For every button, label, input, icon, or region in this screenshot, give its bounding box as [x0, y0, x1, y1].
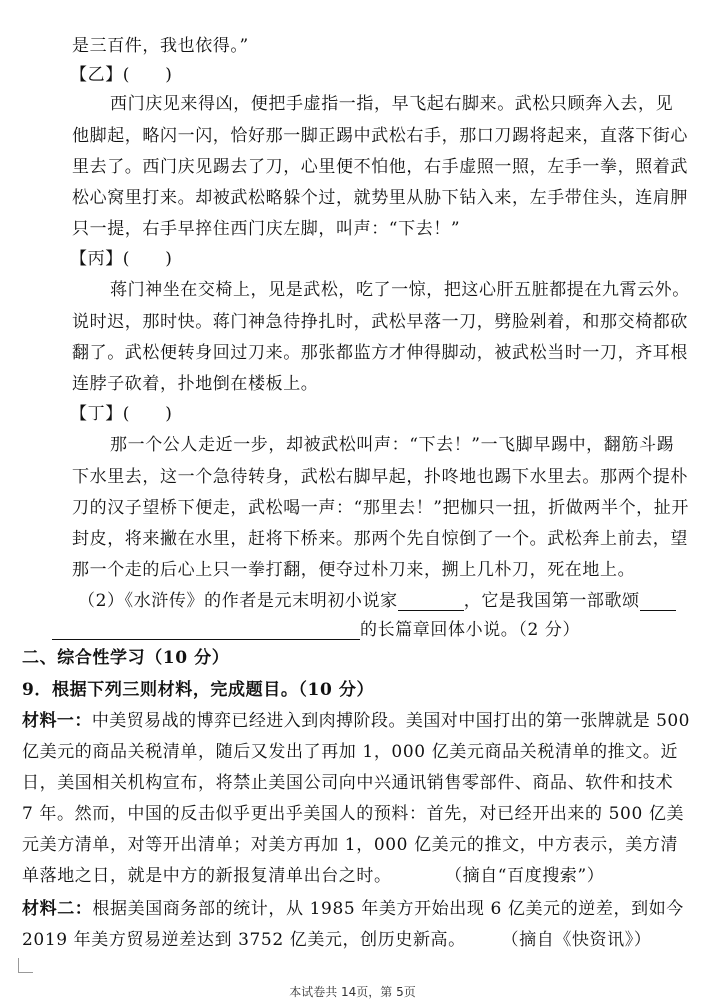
material-1-label: 材料一： [22, 711, 92, 731]
page-corner-mark [18, 958, 33, 973]
text-line: 是三百件，我也依得。” [72, 36, 249, 56]
material-2-line: 2019 年美方贸易逆差达到 3752 亿美元，创历史新高。 （摘自《快资讯》） [22, 930, 652, 950]
material-1-line: 单落地之日，就是中方的新报复清单出台之时。 （摘自“百度搜索”） [22, 866, 605, 886]
page-footer: 本试卷共 14页，第 5页 [289, 985, 416, 999]
material-1-line: 日，美国相关机构宣布，将禁止美国公司向中兴通讯销售零部件、商品、软件和技术 [22, 773, 674, 793]
text-line: 刀的汉子望桥下便走，武松喝一声：“那里去！”把枷只一扭，折做两半个，扯开 [72, 498, 689, 518]
option-label-bing: 【丙】( ) [70, 249, 173, 269]
question-2-text: （2）《水浒传》的作者是元末明初小说家 [78, 591, 398, 611]
question-2-text: 的长篇章回体小说。（2 分） [360, 620, 581, 640]
answer-blank-theme[interactable] [640, 592, 676, 611]
material-2-label: 材料二： [22, 899, 93, 919]
material-text: 中美贸易战的博弈已经进入到肉搏阶段。美国对中国打出的第一张牌就是 500 [91, 711, 690, 731]
question-2 [78, 591, 676, 611]
text-line: 下水里去，这一个急待转身，武松右脚早起，扑咚地也踢下水里去。那两个提朴 [72, 467, 688, 487]
text-line: 封皮，将来撇在水里，赶将下桥来。那两个先自惊倒了一个。武松奔上前去，望 [72, 529, 688, 549]
question-9-heading: 9．根据下列三则材料，完成题目。（10 分） [22, 680, 375, 700]
text-line: 那一个走的后心上只一拳打翻，便夺过朴刀来，搠上几朴刀，死在地上。 [72, 560, 636, 580]
material-1-line: 亿美元的商品关税清单，随后又发出了再加 1，000 亿美元商品关税清单的推文。近 [22, 742, 679, 762]
material-1-line: 7 年。然而，中国的反击似乎更出乎美国人的预料：首先，对已经开出来的 500 亿美 [22, 804, 685, 824]
option-label-ding: 【丁】( ) [70, 404, 173, 424]
material-2-line [22, 899, 684, 919]
material-1-line: 元美方清单，对等开出清单；对美方再加 1，000 亿美元的推文，中方表示，美方清 [22, 835, 679, 855]
text-line: 松心窝里打来。却被武松略躲个过，就势里从胁下钻入来，左手带住头，连肩胛 [72, 188, 688, 208]
text-line: 翻了。武松便转身回过刀来。那张都监方才伸得脚动，被武松当时一刀，齐耳根 [72, 343, 688, 363]
material-text: 根据美国商务部的统计，从 1985 年美方开始出现 6 亿美元的逆差，到如今 [92, 899, 684, 919]
text-line: 只一提，右手早捽住西门庆左脚，叫声：“下去！” [72, 219, 461, 239]
text-line: 里去了。西门庆见踢去了刀，心里便不怕他，右手虚照一照，左手一拳，照着武 [72, 157, 688, 177]
question-2-text: ，它是我国第一部歌颂 [463, 591, 640, 611]
text-line: 西门庆见来得凶，便把手虚指一指，早飞起右脚来。武松只顾奔入去，见 [110, 94, 674, 114]
text-line: 那一个公人走近一步，却被武松叫声：“下去！”一飞脚早踢中，翻筋斗踢 [110, 435, 675, 455]
option-label-yi: 【乙】( ) [70, 65, 173, 85]
question-2-cont [52, 620, 580, 640]
material-1-line [22, 711, 690, 731]
section-heading: 二、综合性学习（10 分） [22, 648, 230, 668]
text-line: 连脖子砍着，扑地倒在楼板上。 [72, 374, 319, 394]
text-line: 蒋门神坐在交椅上，见是武松，吃了一惊，把这心肝五脏都提在九霄云外。 [110, 280, 690, 300]
text-line: 说时迟，那时快。蒋门神急待挣扎时，武松早落一刀，劈脸剁着，和那交椅都砍 [72, 312, 688, 332]
answer-blank-theme-cont[interactable] [52, 621, 360, 640]
text-line: 他脚起，略闪一闪，恰好那一脚正踢中武松右手，那口刀踢将起来，直落下街心 [72, 126, 688, 146]
answer-blank-author[interactable] [398, 592, 464, 611]
